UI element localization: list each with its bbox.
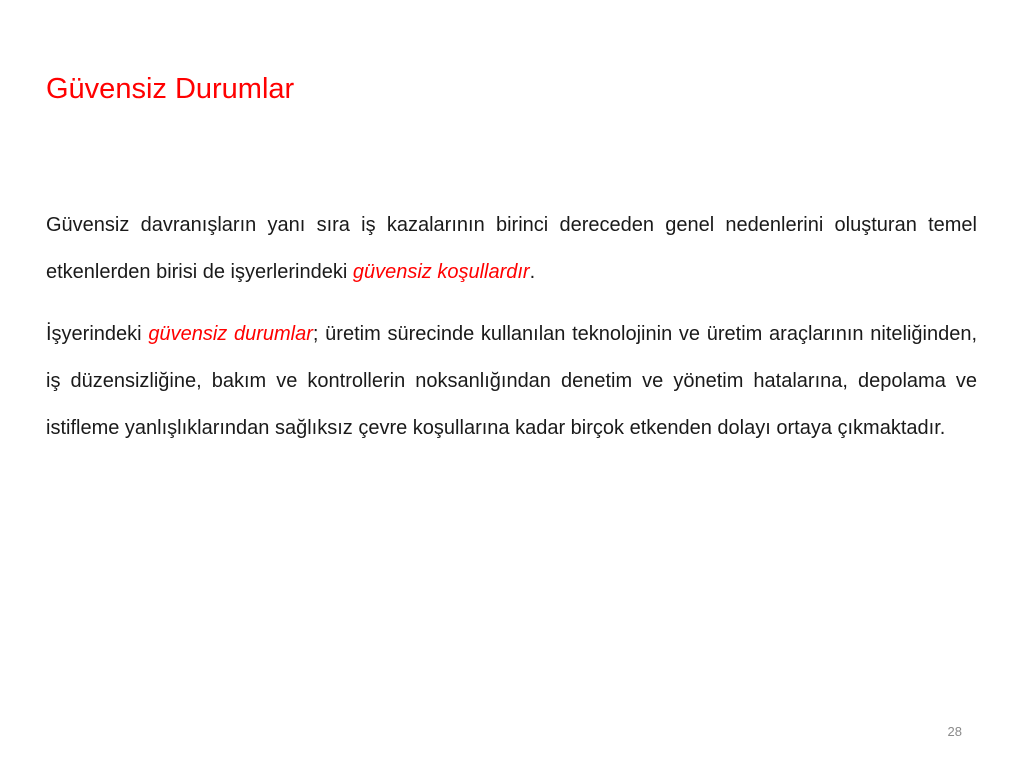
- paragraph-unsafe-situations-detail: [46, 311, 977, 452]
- paragraph-2-lead: İşyerindeki: [46, 323, 149, 345]
- page-number: 28: [947, 724, 962, 739]
- paragraph-1-text: Güvensiz davranışların yanı sıra iş kazalarının birinci dereceden genel nedenlerini oluşturan temel etkenlerden birisi de işyerlerindeki: [46, 214, 977, 283]
- slide-title: Güvensiz Durumlar: [46, 73, 295, 105]
- slide-body: [46, 202, 977, 467]
- paragraph-1-emphasis: güvensiz koşullardır: [352, 261, 530, 283]
- paragraph-2-emphasis: güvensiz durumlar: [148, 323, 313, 345]
- paragraph-1-end: .: [529, 261, 536, 283]
- paragraph-2-text: ; üretim sürecinde kullanılan teknolojinin ve üretim araçlarının niteliğinden, iş düzensizliğine, bakım ve kontrollerin noksanlığından denetim ve yönetim hatalarına, depolama ve istifleme yanlışlıklarından sağlıksız çevre koşullarına kadar birçok etkenden dolayı ortaya çıkmaktadır.: [46, 323, 978, 439]
- paragraph-unsafe-conditions-intro: [46, 202, 977, 296]
